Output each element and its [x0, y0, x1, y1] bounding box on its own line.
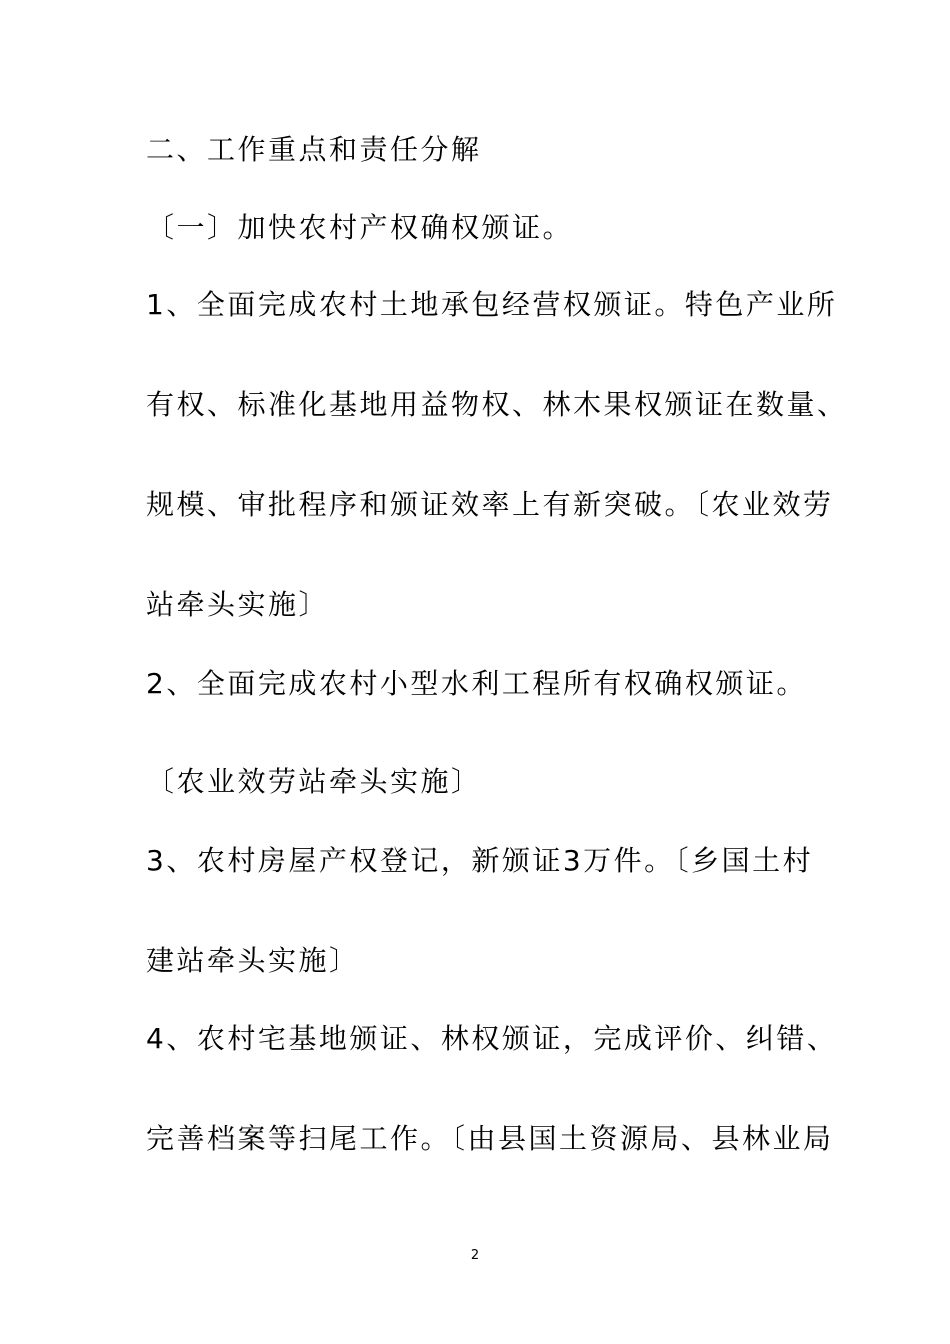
paragraph-line: 2、全面完成农村小型水利工程所有权确权颁证。 — [146, 667, 807, 700]
paragraph-line: 建站牵头实施〕 — [146, 944, 360, 977]
paragraph-line: 3、农村房屋产权登记，新颁证3万件。〔乡国土村 — [146, 844, 814, 877]
page-number: 2 — [470, 1248, 480, 1263]
paragraph-line: 规模、审批程序和颁证效率上有新突破。〔农业效劳 — [146, 488, 834, 521]
paragraph-line: 有权、标准化基地用益物权、林木果权颁证在数量、 — [146, 388, 848, 421]
paragraph-line: 4、农村宅基地颁证、林权颁证，完成评价、纠错、 — [146, 1022, 838, 1055]
section-heading: 二、工作重点和责任分解 — [146, 133, 482, 166]
subsection-heading: 〔一〕加快农村产权确权颁证。 — [146, 211, 574, 244]
paragraph-line: 1、全面完成农村土地承包经营权颁证。特色产业所 — [146, 288, 838, 321]
paragraph-line: 完善档案等扫尾工作。〔由县国土资源局、县林业局 — [146, 1122, 834, 1155]
paragraph-line: 站牵头实施〕 — [146, 588, 330, 621]
paragraph-line: 〔农业效劳站牵头实施〕 — [146, 765, 482, 798]
